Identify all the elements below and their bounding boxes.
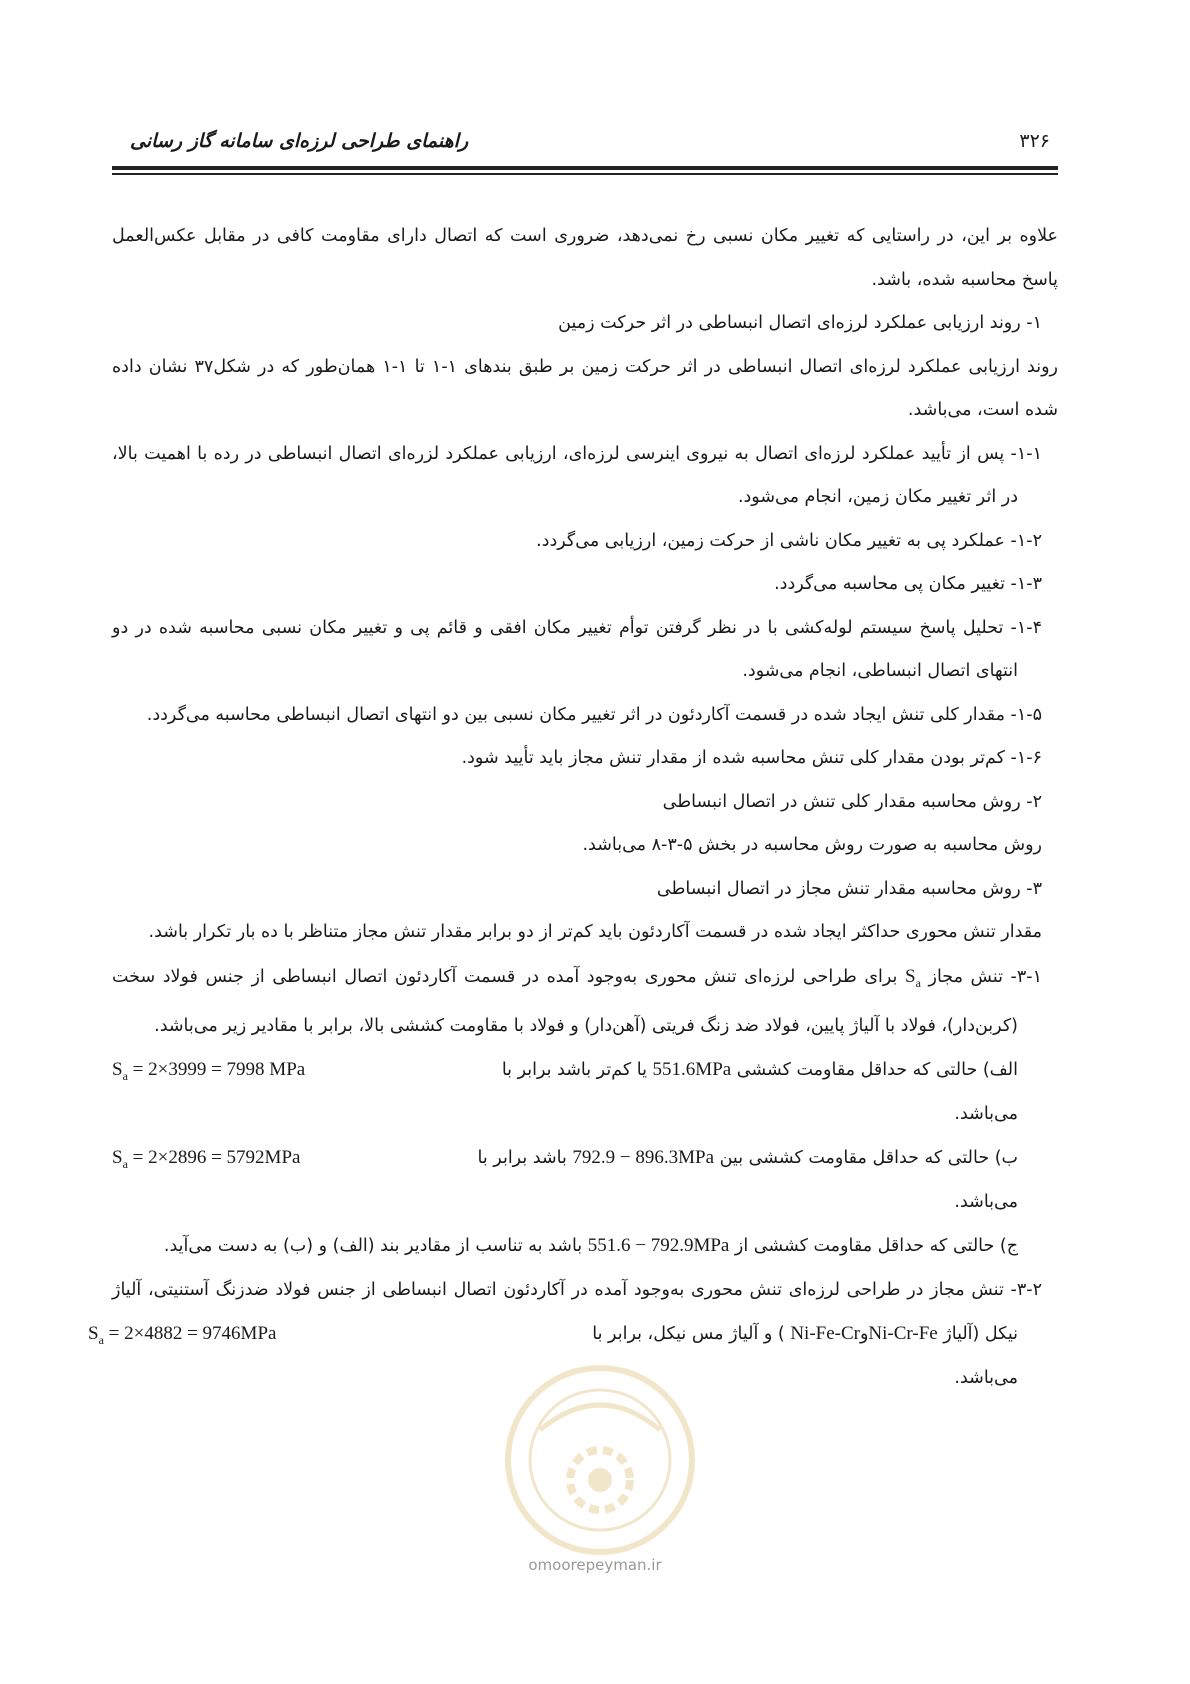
header-rule-thick [112, 166, 1058, 170]
case-be: $S_a = 2\times 2896 = 5792MPa$ ب) حالتی که حداقل مقاومت کششی بین 792.9 − 896.3MPa باشد برابر با می‌باشد. [112, 1136, 1058, 1224]
watermark-site: omoorepeyman.ir [528, 1556, 662, 1574]
sa-symbol: $S_a$ [905, 965, 921, 990]
intro-paragraph: علاوه بر این، در راستایی که تغییر مکان نسبی رخ نمی‌دهد، ضروری است که اتصال دارای مقاومت کافی در مقابل عکس‌العمل پاسخ محاسبه شده، باشد. [112, 226, 1058, 290]
paragraph-3: مقدار تنش محوری حداکثر ایجاد شده در قسمت آکاردئون باید کم‌تر از دو برابر مقدار تنش مجاز متناظر با ده بار تکرار باشد. [148, 922, 1042, 942]
item-3-1-text: برای طراحی لرزه‌ای تنش محوری به‌وجود آمده در قسمت آکاردئون اتصال انبساطی از جنس فولاد سخت (کربن‌دار)، فولاد با آلیاژ پایین، فولاد ضد زنگ فریتی (آهن‌دار) و فولاد با مقاومت کششی بالا، برابر با مقادیر زیر می‌باشد. [112, 966, 1018, 1036]
item-1-1: ۱-۱- پس از تأیید عملکرد لرزه‌ای اتصال به نیروی اینرسی لرزه‌ای، ارزیابی عملکرد لزره‌ای اتصال انبساطی در رده با اهمیت بالا، در اثر تغییر مکان زمین، انجام می‌شود. [112, 443, 1042, 507]
section-heading-3: ۳- روش محاسبه مقدار تنش مجاز در اتصال انبساطی [656, 878, 1042, 899]
item-1-2: ۱-۲- عملکرد پی به تغییر مکان ناشی از حرکت زمین، ارزیابی می‌گردد. [536, 530, 1042, 551]
alloy-ni-fe-cr: Ni-Fe-Cr [790, 1323, 860, 1345]
paragraph-1: روند ارزیابی عملکرد لرزه‌ای اتصال انبساطی در اثر حرکت زمین بر طبق بندهای ۱-۱ تا ۱-۱ همان‌طور که در شکل۳۷ نشان داده شده است، می‌باشد. [112, 356, 1059, 420]
item-3-2-formula: $S_a = 2\times 4882 = 9746MPa$ [88, 1323, 277, 1348]
item-1-3: ۱-۳- تغییر مکان پی محاسبه می‌گردد. [774, 574, 1042, 594]
section-heading-2: ۲- روش محاسبه مقدار کلی تنش در اتصال انبساطی [662, 791, 1042, 812]
item-3-1 [112, 955, 1058, 1049]
case-jim-strength: 551.6 − 792.9MPa [587, 1235, 730, 1257]
page-number: ۳۲۶ [1019, 130, 1050, 152]
case-alef: $S_a = 2\times 3999 = 7998$ MPa الف) حالتی که حداقل مقاومت کششی 551.6MPa یا کم‌تر باشد برابر با می‌باشد. [112, 1048, 1058, 1136]
running-header-title: راهنمای طراحی لرزه‌ای سامانه گاز رسانی [130, 130, 469, 152]
case-alef-strength: 551.6MPa [652, 1059, 732, 1081]
item-3-2: ۳-۲- تنش مجاز در طراحی لرزه‌ای تنش محوری به‌وجود آمده در آکاردئون اتصال انبساطی از جنس فولاد ضدزنگ آستنیتی، آلیاژ نیکل (آلیاژ Ni-Cr-FeوNi-Fe-Cr ) و آلیاژ مس نیکل، برابر با $S_a = 2\times 4882 = 9746MPa$ می‌باشد. [88, 1279, 1042, 1388]
item-1-4: ۱-۴- تحلیل پاسخ سیستم لوله‌کشی با در نظر گرفتن توأم تغییر مکان افقی و قائم پی و تغییر مکان نسبی محاسبه شده در دو انتهای اتصال انبساطی، انجام می‌شود. [112, 617, 1042, 681]
case-be-formula: $S_a = 2\times 2896 = 5792MPa$ [112, 1147, 301, 1172]
case-jim: ج) حالتی که حداقل مقاومت کششی از 551.6 − 792.9MPa باشد به تناسب از مقادیر بند (الف) و (ب) به دست می‌آید. [163, 1235, 1018, 1257]
body-text [88, 215, 1059, 1400]
paragraph-2: روش محاسبه به صورت روش محاسبه در بخش ۵-۳-۸ می‌باشد. [582, 835, 1042, 855]
section-heading-1: ۱- روند ارزیابی عملکرد لرزه‌ای اتصال انبساطی در اثر حرکت زمین [558, 313, 1042, 333]
case-be-strength: 792.9 − 896.3MPa [572, 1147, 715, 1169]
item-3-1-lead: ۳-۱- تنش مجاز [928, 966, 1042, 987]
item-1-5: ۱-۵- مقدار کلی تنش ایجاد شده در قسمت آکاردئون در اثر تغییر مکان نسبی بین دو انتهای اتصال انبساطی محاسبه می‌گردد. [146, 704, 1042, 725]
item-1-6: ۱-۶- کم‌تر بودن مقدار کلی تنش محاسبه شده از مقدار تنش مجاز باید تأیید شود. [461, 748, 1042, 768]
header-rule-thin [112, 173, 1058, 175]
alloy-ni-cr-fe: Ni-Cr-Fe [868, 1323, 938, 1345]
case-alef-formula: $S_a = 2\times 3999 = 7998$ MPa [112, 1059, 306, 1084]
